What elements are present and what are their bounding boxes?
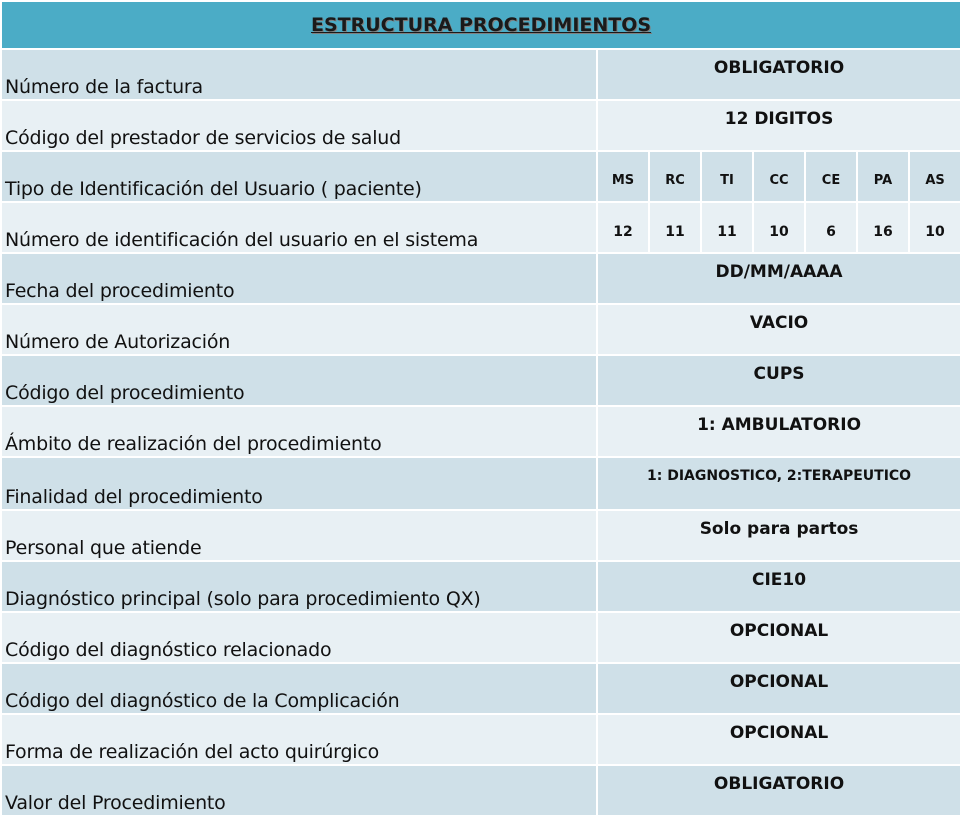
table-row <box>1 714 960 765</box>
table-title: ESTRUCTURA PROCEDIMIENTOS <box>1 1 960 49</box>
table-row <box>1 561 960 612</box>
table-row <box>1 100 960 151</box>
id-type-code-ce: CE <box>805 151 857 202</box>
table-row <box>1 406 960 457</box>
row-value-complication: OPCIONAL <box>597 663 960 714</box>
table-row <box>1 253 960 304</box>
row-label-scope: Ámbito de realización del procedimiento <box>1 406 597 457</box>
id-length-ce: 6 <box>805 202 857 253</box>
id-type-code-as: AS <box>909 151 960 202</box>
row-value-staff: Solo para partos <box>597 510 960 561</box>
table-row <box>1 510 960 561</box>
id-length-ti: 11 <box>701 202 753 253</box>
id-length-cc: 10 <box>753 202 805 253</box>
table-row <box>1 151 960 202</box>
row-value-procedure-code: CUPS <box>597 355 960 406</box>
id-type-code-ms: MS <box>597 151 649 202</box>
row-value-invoice-number: OBLIGATORIO <box>597 49 960 100</box>
row-label-provider-code: Código del prestador de servicios de salud <box>1 100 597 151</box>
row-value-procedure-date: DD/MM/AAAA <box>597 253 960 304</box>
table-row <box>1 202 960 253</box>
id-type-code-pa: PA <box>857 151 909 202</box>
id-type-code-cc: CC <box>753 151 805 202</box>
row-value-main-diagnosis: CIE10 <box>597 561 960 612</box>
id-type-code-ti: TI <box>701 151 753 202</box>
row-label-procedure-code: Código del procedimiento <box>1 355 597 406</box>
table-row <box>1 765 960 816</box>
row-label-surgical-form: Forma de realización del acto quirúrgico <box>1 714 597 765</box>
id-length-pa: 16 <box>857 202 909 253</box>
id-type-code-rc: RC <box>649 151 701 202</box>
row-value-purpose: 1: DIAGNOSTICO, 2:TERAPEUTICO <box>597 457 960 510</box>
row-value-surgical-form: OPCIONAL <box>597 714 960 765</box>
row-label-purpose: Finalidad del procedimiento <box>1 457 597 510</box>
row-label-main-diagnosis: Diagnóstico principal (solo para procedimiento QX) <box>1 561 597 612</box>
table-row <box>1 663 960 714</box>
row-value-authorization: VACIO <box>597 304 960 355</box>
row-label-authorization: Número de Autorización <box>1 304 597 355</box>
row-value-scope: 1: AMBULATORIO <box>597 406 960 457</box>
id-length-ms: 12 <box>597 202 649 253</box>
row-label-invoice-number: Número de la factura <box>1 49 597 100</box>
table-row <box>1 457 960 510</box>
id-length-rc: 11 <box>649 202 701 253</box>
table-row <box>1 304 960 355</box>
id-length-as: 10 <box>909 202 960 253</box>
row-label-complication: Código del diagnóstico de la Complicación <box>1 663 597 714</box>
row-label-procedure-date: Fecha del procedimiento <box>1 253 597 304</box>
row-value-procedure-value: OBLIGATORIO <box>597 765 960 816</box>
table-row <box>1 49 960 100</box>
row-label-procedure-value: Valor del Procedimiento <box>1 765 597 816</box>
table-row <box>1 612 960 663</box>
row-label-id-number: Número de identificación del usuario en el sistema <box>1 202 597 253</box>
row-value-provider-code: 12 DIGITOS <box>597 100 960 151</box>
table-row <box>1 355 960 406</box>
row-label-related-diagnosis: Código del diagnóstico relacionado <box>1 612 597 663</box>
row-value-related-diagnosis: OPCIONAL <box>597 612 960 663</box>
row-label-id-type: Tipo de Identificación del Usuario ( paciente) <box>1 151 597 202</box>
row-label-staff: Personal que atiende <box>1 510 597 561</box>
